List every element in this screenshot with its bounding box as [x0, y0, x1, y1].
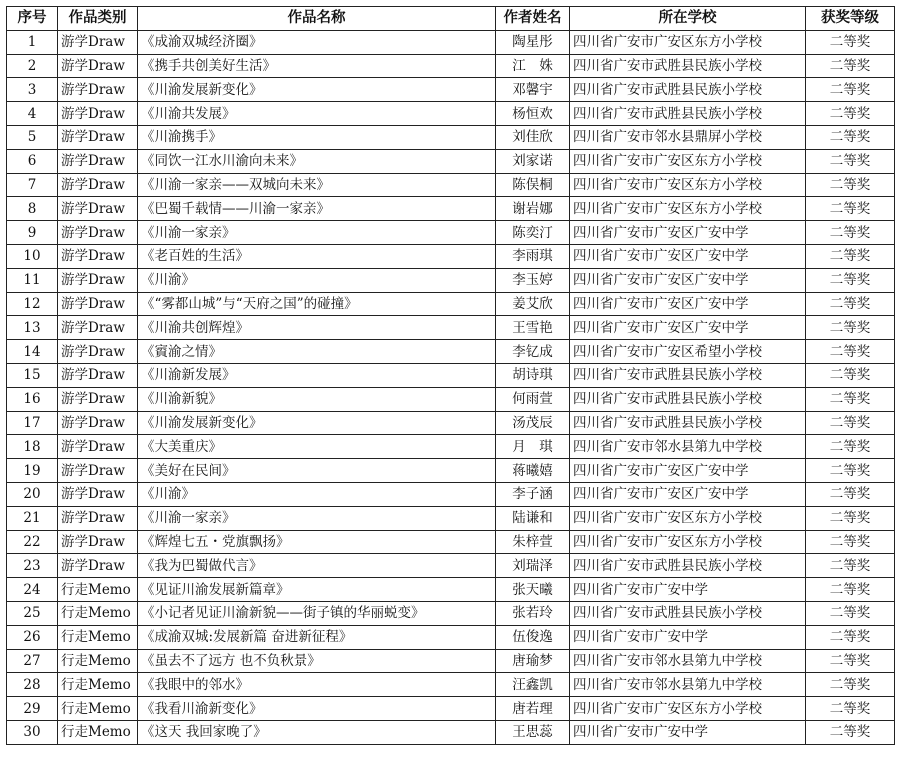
cell-school: 四川省广安市广安区广安中学 [570, 459, 806, 483]
cell-author: 李子涵 [496, 482, 570, 506]
cell-author: 江 姝 [496, 54, 570, 78]
cell-title: 《辉煌七五・党旗飘扬》 [138, 530, 496, 554]
cell-type: 游学Draw [58, 30, 138, 54]
table-row [7, 30, 895, 54]
cell-type: 游学Draw [58, 78, 138, 102]
cell-school: 四川省广安市广安区希望小学校 [570, 340, 806, 364]
cell-award: 二等奖 [806, 149, 895, 173]
cell-title: 《川渝一家亲》 [138, 506, 496, 530]
cell-school: 四川省广安市广安区广安中学 [570, 482, 806, 506]
cell-author: 汪鑫凯 [496, 673, 570, 697]
cell-no: 23 [7, 554, 58, 578]
cell-author: 陆谦和 [496, 506, 570, 530]
cell-title: 《川渝》 [138, 268, 496, 292]
table-row [7, 720, 895, 744]
cell-school: 四川省广安市广安区东方小学校 [570, 506, 806, 530]
cell-award: 二等奖 [806, 530, 895, 554]
header-no: 序号 [7, 7, 58, 31]
cell-title: 《老百姓的生活》 [138, 244, 496, 268]
header-author: 作者姓名 [496, 7, 570, 31]
cell-award: 二等奖 [806, 30, 895, 54]
cell-award: 二等奖 [806, 625, 895, 649]
cell-author: 月 琪 [496, 435, 570, 459]
cell-award: 二等奖 [806, 268, 895, 292]
table-row [7, 78, 895, 102]
cell-author: 刘瑞泽 [496, 554, 570, 578]
cell-award: 二等奖 [806, 411, 895, 435]
cell-no: 14 [7, 340, 58, 364]
cell-title: 《同饮一江水川渝向未来》 [138, 149, 496, 173]
cell-school: 四川省广安市广安区东方小学校 [570, 697, 806, 721]
cell-title: 《川渝共发展》 [138, 102, 496, 126]
cell-type: 游学Draw [58, 292, 138, 316]
cell-no: 4 [7, 102, 58, 126]
cell-author: 陈俣桐 [496, 173, 570, 197]
cell-school: 四川省广安市广安区广安中学 [570, 292, 806, 316]
cell-award: 二等奖 [806, 244, 895, 268]
cell-award: 二等奖 [806, 102, 895, 126]
table-row [7, 316, 895, 340]
table-row [7, 363, 895, 387]
table-row [7, 625, 895, 649]
cell-type: 游学Draw [58, 554, 138, 578]
cell-no: 8 [7, 197, 58, 221]
table-row [7, 387, 895, 411]
cell-title: 《我眼中的邻水》 [138, 673, 496, 697]
cell-no: 6 [7, 149, 58, 173]
cell-award: 二等奖 [806, 173, 895, 197]
cell-school: 四川省广安市广安区广安中学 [570, 316, 806, 340]
cell-type: 游学Draw [58, 363, 138, 387]
cell-no: 17 [7, 411, 58, 435]
cell-title: 《川渝发展新变化》 [138, 411, 496, 435]
cell-no: 15 [7, 363, 58, 387]
cell-no: 2 [7, 54, 58, 78]
cell-title: 《这天 我回家晚了》 [138, 720, 496, 744]
cell-author: 李雨琪 [496, 244, 570, 268]
cell-award: 二等奖 [806, 125, 895, 149]
cell-author: 伍俊逸 [496, 625, 570, 649]
header-school: 所在学校 [570, 7, 806, 31]
cell-school: 四川省广安市广安中学 [570, 625, 806, 649]
cell-author: 朱梓萱 [496, 530, 570, 554]
header-award: 获奖等级 [806, 7, 895, 31]
cell-author: 张若玲 [496, 601, 570, 625]
cell-no: 16 [7, 387, 58, 411]
table-row [7, 482, 895, 506]
cell-title: 《川渝一家亲——双城向未来》 [138, 173, 496, 197]
cell-no: 20 [7, 482, 58, 506]
cell-school: 四川省广安市邻水县第九中学校 [570, 673, 806, 697]
cell-no: 26 [7, 625, 58, 649]
cell-author: 陈奕汀 [496, 221, 570, 245]
cell-no: 28 [7, 673, 58, 697]
cell-type: 游学Draw [58, 387, 138, 411]
cell-author: 何雨萱 [496, 387, 570, 411]
cell-school: 四川省广安市武胜县民族小学校 [570, 387, 806, 411]
table-row [7, 149, 895, 173]
cell-no: 5 [7, 125, 58, 149]
table-row [7, 578, 895, 602]
cell-title: 《“雾都山城”与“天府之国”的碰撞》 [138, 292, 496, 316]
cell-type: 行走Memo [58, 697, 138, 721]
cell-type: 行走Memo [58, 578, 138, 602]
cell-award: 二等奖 [806, 78, 895, 102]
cell-author: 刘佳欣 [496, 125, 570, 149]
cell-title: 《川渝一家亲》 [138, 221, 496, 245]
cell-title: 《我为巴蜀做代言》 [138, 554, 496, 578]
table-row [7, 554, 895, 578]
cell-type: 行走Memo [58, 625, 138, 649]
table-row [7, 459, 895, 483]
cell-no: 12 [7, 292, 58, 316]
table-row [7, 292, 895, 316]
cell-author: 刘家诺 [496, 149, 570, 173]
cell-award: 二等奖 [806, 482, 895, 506]
table-row [7, 125, 895, 149]
cell-school: 四川省广安市广安区东方小学校 [570, 173, 806, 197]
cell-school: 四川省广安市武胜县民族小学校 [570, 601, 806, 625]
cell-type: 行走Memo [58, 601, 138, 625]
cell-title: 《大美重庆》 [138, 435, 496, 459]
header-title: 作品名称 [138, 7, 496, 31]
table-header-row [7, 7, 895, 31]
table-row [7, 697, 895, 721]
cell-school: 四川省广安市邻水县第九中学校 [570, 435, 806, 459]
cell-no: 22 [7, 530, 58, 554]
cell-type: 游学Draw [58, 435, 138, 459]
cell-type: 游学Draw [58, 459, 138, 483]
cell-award: 二等奖 [806, 54, 895, 78]
cell-type: 游学Draw [58, 530, 138, 554]
cell-no: 10 [7, 244, 58, 268]
cell-type: 游学Draw [58, 244, 138, 268]
cell-type: 游学Draw [58, 340, 138, 364]
cell-no: 19 [7, 459, 58, 483]
cell-type: 游学Draw [58, 54, 138, 78]
table-row [7, 221, 895, 245]
cell-author: 唐若理 [496, 697, 570, 721]
table-row [7, 411, 895, 435]
table-row [7, 673, 895, 697]
cell-title: 《川渝发展新变化》 [138, 78, 496, 102]
cell-award: 二等奖 [806, 292, 895, 316]
cell-award: 二等奖 [806, 340, 895, 364]
cell-school: 四川省广安市广安区东方小学校 [570, 30, 806, 54]
cell-type: 行走Memo [58, 720, 138, 744]
cell-no: 25 [7, 601, 58, 625]
cell-author: 陶星彤 [496, 30, 570, 54]
cell-school: 四川省广安市广安区广安中学 [570, 268, 806, 292]
cell-type: 游学Draw [58, 149, 138, 173]
cell-title: 《虽去不了远方 也不负秋景》 [138, 649, 496, 673]
cell-no: 27 [7, 649, 58, 673]
cell-title: 《美好在民间》 [138, 459, 496, 483]
cell-school: 四川省广安市邻水县鼎屏小学校 [570, 125, 806, 149]
cell-author: 胡诗琪 [496, 363, 570, 387]
cell-title: 《成渝双城经济圈》 [138, 30, 496, 54]
table-row [7, 268, 895, 292]
cell-award: 二等奖 [806, 363, 895, 387]
cell-author: 姜艾欣 [496, 292, 570, 316]
cell-author: 王雪艳 [496, 316, 570, 340]
cell-award: 二等奖 [806, 459, 895, 483]
cell-school: 四川省广安市广安区广安中学 [570, 221, 806, 245]
cell-type: 游学Draw [58, 316, 138, 340]
cell-type: 游学Draw [58, 411, 138, 435]
cell-type: 游学Draw [58, 197, 138, 221]
cell-no: 7 [7, 173, 58, 197]
table-body [7, 30, 895, 744]
cell-type: 游学Draw [58, 506, 138, 530]
table-row [7, 649, 895, 673]
cell-school: 四川省广安市广安区东方小学校 [570, 149, 806, 173]
cell-no: 24 [7, 578, 58, 602]
cell-no: 9 [7, 221, 58, 245]
cell-award: 二等奖 [806, 506, 895, 530]
table-row [7, 506, 895, 530]
cell-school: 四川省广安市武胜县民族小学校 [570, 554, 806, 578]
cell-no: 13 [7, 316, 58, 340]
cell-title: 《见证川渝发展新篇章》 [138, 578, 496, 602]
cell-author: 谢岩娜 [496, 197, 570, 221]
cell-title: 《小记者见证川渝新貌——街子镇的华丽蜕变》 [138, 601, 496, 625]
cell-award: 二等奖 [806, 601, 895, 625]
cell-award: 二等奖 [806, 554, 895, 578]
cell-title: 《川渝携手》 [138, 125, 496, 149]
cell-school: 四川省广安市广安区东方小学校 [570, 530, 806, 554]
cell-no: 1 [7, 30, 58, 54]
cell-school: 四川省广安市武胜县民族小学校 [570, 102, 806, 126]
cell-type: 游学Draw [58, 102, 138, 126]
cell-author: 蒋曦嬉 [496, 459, 570, 483]
cell-no: 29 [7, 697, 58, 721]
cell-school: 四川省广安市武胜县民族小学校 [570, 411, 806, 435]
table-row [7, 173, 895, 197]
cell-title: 《我看川渝新变化》 [138, 697, 496, 721]
table-row [7, 244, 895, 268]
cell-title: 《携手共创美好生活》 [138, 54, 496, 78]
cell-school: 四川省广安市邻水县第九中学校 [570, 649, 806, 673]
cell-type: 游学Draw [58, 221, 138, 245]
cell-award: 二等奖 [806, 673, 895, 697]
cell-author: 王思蕊 [496, 720, 570, 744]
cell-author: 汤茂辰 [496, 411, 570, 435]
table-row [7, 54, 895, 78]
cell-title: 《川渝共创辉煌》 [138, 316, 496, 340]
cell-award: 二等奖 [806, 197, 895, 221]
cell-school: 四川省广安市武胜县民族小学校 [570, 78, 806, 102]
cell-title: 《川渝新发展》 [138, 363, 496, 387]
cell-award: 二等奖 [806, 649, 895, 673]
table-row [7, 435, 895, 459]
cell-award: 二等奖 [806, 387, 895, 411]
cell-author: 杨恒欢 [496, 102, 570, 126]
cell-title: 《賨渝之情》 [138, 340, 496, 364]
cell-school: 四川省广安市广安中学 [570, 720, 806, 744]
cell-author: 张天曦 [496, 578, 570, 602]
cell-author: 李钇成 [496, 340, 570, 364]
cell-school: 四川省广安市广安区广安中学 [570, 244, 806, 268]
cell-no: 11 [7, 268, 58, 292]
cell-title: 《成渝双城:发展新篇 奋进新征程》 [138, 625, 496, 649]
table-row [7, 530, 895, 554]
cell-award: 二等奖 [806, 697, 895, 721]
cell-school: 四川省广安市广安中学 [570, 578, 806, 602]
cell-no: 21 [7, 506, 58, 530]
cell-author: 李玉婷 [496, 268, 570, 292]
cell-title: 《川渝新貌》 [138, 387, 496, 411]
cell-no: 30 [7, 720, 58, 744]
cell-title: 《巴蜀千载情——川渝一家亲》 [138, 197, 496, 221]
cell-type: 游学Draw [58, 268, 138, 292]
cell-award: 二等奖 [806, 435, 895, 459]
table-row [7, 102, 895, 126]
awards-table [6, 6, 895, 745]
cell-type: 游学Draw [58, 173, 138, 197]
cell-title: 《川渝》 [138, 482, 496, 506]
header-type: 作品类别 [58, 7, 138, 31]
cell-award: 二等奖 [806, 578, 895, 602]
cell-no: 18 [7, 435, 58, 459]
cell-award: 二等奖 [806, 221, 895, 245]
cell-no: 3 [7, 78, 58, 102]
cell-type: 游学Draw [58, 482, 138, 506]
cell-award: 二等奖 [806, 720, 895, 744]
cell-award: 二等奖 [806, 316, 895, 340]
cell-type: 行走Memo [58, 673, 138, 697]
table-row [7, 340, 895, 364]
cell-author: 邓馨宇 [496, 78, 570, 102]
cell-type: 行走Memo [58, 649, 138, 673]
cell-author: 唐瑜梦 [496, 649, 570, 673]
table-row [7, 197, 895, 221]
cell-school: 四川省广安市武胜县民族小学校 [570, 54, 806, 78]
table-row [7, 601, 895, 625]
cell-school: 四川省广安市广安区东方小学校 [570, 197, 806, 221]
cell-school: 四川省广安市武胜县民族小学校 [570, 363, 806, 387]
cell-type: 游学Draw [58, 125, 138, 149]
